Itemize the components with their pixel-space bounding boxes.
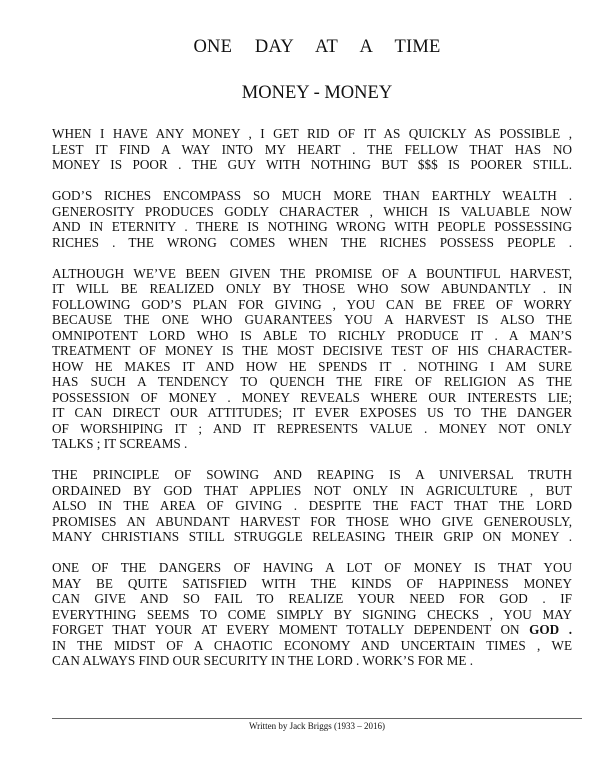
text-line: POSSESSION OF MONEY . MONEY REVEALS WHERE OUR INTERESTS LIE; (52, 389, 572, 405)
text-line: ALTHOUGH WE’VE BEEN GIVEN THE PROMISE OF A BOUNTIFUL HARVEST, (52, 265, 572, 281)
footer-credit: Written by Jack Briggs (1933 – 2016) (248, 721, 386, 731)
text-line: CAN GIVE AND SO FAIL TO REALIZE YOUR NEED FOR GOD . IF (52, 591, 572, 606)
text-line: FOLLOWING GOD’S PLAN FOR GIVING , YOU CAN BE FREE OF WORRY (52, 296, 572, 312)
text-line: EVERYTHING SEEMS TO COME SIMPLY BY SIGNING CHECKS , YOU MAY (52, 606, 572, 622)
text-line: HAS SUCH A TENDENCY TO QUENCH THE FIRE OF RELIGION AS THE (52, 374, 572, 389)
text-line: MANY CHRISTIANS STILL STRUGGLE RELEASING THEIR GRIP ON MONEY . (52, 529, 572, 544)
text-line: WHEN I HAVE ANY MONEY , I GET RID OF IT AS QUICKLY AS POSSIBLE , (52, 126, 572, 141)
text-line: TREATMENT OF MONEY IS THE MOST DECISIVE TEST OF HIS CHARACTER- (52, 343, 572, 358)
text-line: CAN ALWAYS FIND OUR SECURITY IN THE LORD . WORK’S FOR ME . (52, 653, 474, 668)
text-line: PROMISES AN ABUNDANT HARVEST FOR THOSE WHO GIVE GENEROUSLY, (52, 513, 572, 529)
emphasis-god: GOD . (529, 622, 573, 637)
page-subtitle: MONEY - MONEY (241, 83, 393, 103)
text-line: RICHES . THE WRONG COMES WHEN THE RICHES POSSESS PEOPLE . (52, 234, 572, 250)
page-title: ONE DAY AT A TIME (193, 37, 441, 57)
text-line: MAY BE QUITE SATISFIED WITH THE KINDS OF HAPPINESS MONEY (52, 575, 572, 591)
paragraph-5 (52, 560, 572, 669)
text-line: ALSO IN THE AREA OF GIVING . DESPITE THE FACT THAT THE LORD (52, 498, 572, 513)
text-line: BECAUSE THE ONE WHO GUARANTEES YOU A HARVEST IS ALSO THE (52, 312, 572, 327)
text-line: LEST IT FIND A WAY INTO MY HEART . THE FELLOW THAT HAS NO (52, 141, 572, 157)
text-line: THE PRINCIPLE OF SOWING AND REAPING IS A UNIVERSAL TRUTH (52, 467, 572, 482)
text-line: IT WILL BE REALIZED ONLY BY THOSE WHO SOW ABUNDANTLY . IN (52, 281, 572, 296)
text-line: ONE OF THE DANGERS OF HAVING A LOT OF MONEY IS THAT YOU (52, 560, 572, 575)
text-line: IT CAN DIRECT OUR ATTITUDES; IT EVER EXPOSES US TO THE DANGER (52, 405, 572, 420)
body-text (52, 126, 572, 684)
paragraph-2 (52, 188, 572, 250)
text-line: GOD’S RICHES ENCOMPASS SO MUCH MORE THAN EARTHLY WEALTH . (52, 188, 572, 203)
paragraph-1 (52, 126, 572, 173)
text-line: HOW HE MAKES IT AND HOW HE SPENDS IT . NOTHING I AM SURE (52, 358, 572, 374)
text-line: AND IN ETERNITY . THERE IS NOTHING WRONG WITH PEOPLE POSSESSING (52, 219, 572, 234)
text-line-with-emphasis (52, 622, 572, 638)
text-line: MONEY IS POOR . THE GUY WITH NOTHING BUT $$$ IS POORER STILL. (52, 157, 572, 172)
text-line: OF WORSHIPING IT ; AND IT REPRESENTS VALUE . MONEY NOT ONLY (52, 420, 572, 436)
text-line-part: FORGET THAT YOUR AT EVERY MOMENT TOTALLY DEPENDENT ON (52, 622, 520, 637)
text-line: OMNIPOTENT LORD WHO IS ABLE TO RICHLY PRODUCE IT . A MAN’S (52, 327, 572, 343)
paragraph-3 (52, 266, 572, 452)
footer-divider (52, 718, 582, 719)
text-line: GENEROSITY PRODUCES GODLY CHARACTER , WHICH IS VALUABLE NOW (52, 203, 572, 219)
text-line: ORDAINED BY GOD THAT APPLIES NOT ONLY IN AGRICULTURE , BUT (52, 482, 572, 498)
text-line: IN THE MIDST OF A CHAOTIC ECONOMY AND UNCERTAIN TIMES , WE (52, 637, 572, 653)
paragraph-4 (52, 467, 572, 545)
text-line: TALKS ; IT SCREAMS . (52, 436, 188, 451)
